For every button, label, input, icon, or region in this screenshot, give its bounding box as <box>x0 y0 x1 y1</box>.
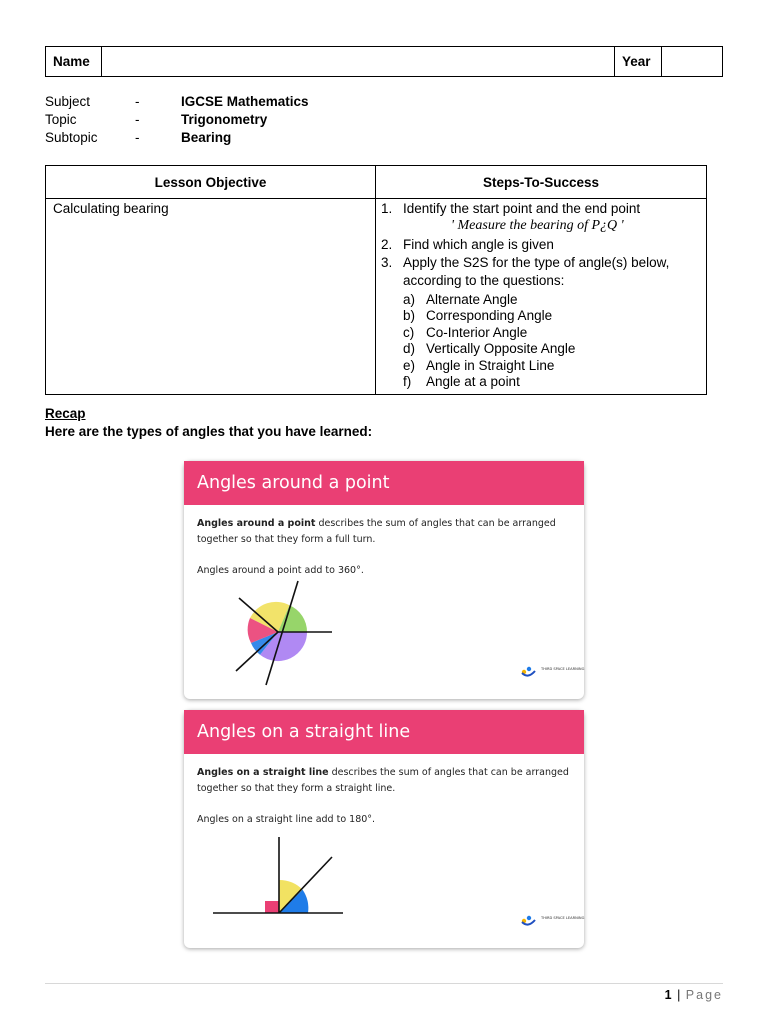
substep-text: Vertically Opposite Angle <box>426 341 576 356</box>
third-space-learning-logo <box>521 914 585 929</box>
substep-letter: d) <box>403 341 416 356</box>
objective-text: Calculating bearing <box>53 201 169 216</box>
right-angle-marker <box>265 901 279 913</box>
card-title: Angles around a point <box>184 461 584 505</box>
step-formula: ' Measure the bearing of P¿Q ' <box>451 218 624 233</box>
lesson-meta <box>45 93 445 147</box>
name-field[interactable] <box>102 47 615 77</box>
card-description-line2: together so that they form a full turn. <box>197 533 376 545</box>
lesson-objective-header: Lesson Objective <box>46 166 376 199</box>
year-field[interactable] <box>662 47 723 77</box>
card-description <box>184 765 584 796</box>
angles-around-point-card <box>184 461 584 699</box>
substep-letter: c) <box>403 325 415 340</box>
objective-table <box>45 165 707 395</box>
year-label: Year <box>615 47 662 77</box>
card-fact: Angles on a straight line add to 180°. <box>197 814 376 825</box>
topic-label: Topic <box>45 112 77 127</box>
card-fact: Angles around a point add to 360°. <box>197 565 364 576</box>
page-word: Page <box>685 988 723 1002</box>
card-description <box>184 516 584 547</box>
topic-value: Trigonometry <box>181 112 268 127</box>
substep-text: Co-Interior Angle <box>426 325 528 340</box>
page-footer <box>665 988 723 1002</box>
logo-text: THIRD SPACE LEARNING <box>541 916 585 920</box>
logo-icon <box>521 914 585 926</box>
step-text: Identify the start point and the end point <box>403 201 641 216</box>
step-number: 3. <box>381 255 393 270</box>
substep-text: Alternate Angle <box>426 292 518 307</box>
name-label: Name <box>46 47 102 77</box>
third-space-learning-logo <box>521 665 585 680</box>
recap-subheading: Here are the types of angles that you have learned: <box>45 424 373 439</box>
subject-value: IGCSE Mathematics <box>181 94 309 109</box>
subtopic-row <box>45 129 445 147</box>
logo-icon <box>521 665 585 677</box>
substep-text: Corresponding Angle <box>426 308 553 323</box>
steps-list <box>376 199 706 390</box>
step-number: 1. <box>381 201 393 216</box>
step-text: Find which angle is given <box>403 237 554 252</box>
card-description-bold: Angles around a point <box>197 518 316 529</box>
subtopic-label: Subtopic <box>45 130 98 145</box>
steps-cell <box>376 199 707 395</box>
step-text: Apply the S2S for the type of angle(s) below, <box>403 255 670 270</box>
dash: - <box>135 94 140 109</box>
steps-to-success-header: Steps-To-Success <box>376 166 707 199</box>
page-number: 1 <box>664 988 672 1002</box>
substep-letter: f) <box>403 374 412 389</box>
step-number: 2. <box>381 237 393 252</box>
subject-label: Subject <box>45 94 91 109</box>
card-description-bold: Angles on a straight line <box>197 767 329 778</box>
logo-text: THIRD SPACE LEARNING <box>541 667 585 671</box>
substep-text: Angle in Straight Line <box>426 358 555 373</box>
objective-cell <box>46 199 376 395</box>
angles-straight-line-diagram <box>210 832 350 918</box>
footer-divider <box>45 983 723 984</box>
card-description-rest: describes the sum of angles that can be arranged <box>328 767 569 778</box>
substep-text: Angle at a point <box>426 374 520 389</box>
substep-letter: a) <box>403 292 416 307</box>
dash: - <box>135 130 140 145</box>
footer-separator: | <box>677 988 681 1002</box>
step-text: according to the questions: <box>403 273 565 288</box>
subject-row <box>45 93 445 111</box>
name-year-table <box>45 46 723 77</box>
card-description-rest: describes the sum of angles that can be arranged <box>315 518 556 529</box>
substep-letter: e) <box>403 358 416 373</box>
topic-row <box>45 111 445 129</box>
subtopic-value: Bearing <box>181 130 232 145</box>
dash: - <box>135 112 140 127</box>
recap-heading: Recap <box>45 406 86 421</box>
angles-around-point-diagram <box>224 573 344 689</box>
card-description-line2: together so that they form a straight line. <box>197 782 396 794</box>
angles-straight-line-card <box>184 710 584 948</box>
card-title: Angles on a straight line <box>184 710 584 754</box>
substep-letter: b) <box>403 308 416 323</box>
